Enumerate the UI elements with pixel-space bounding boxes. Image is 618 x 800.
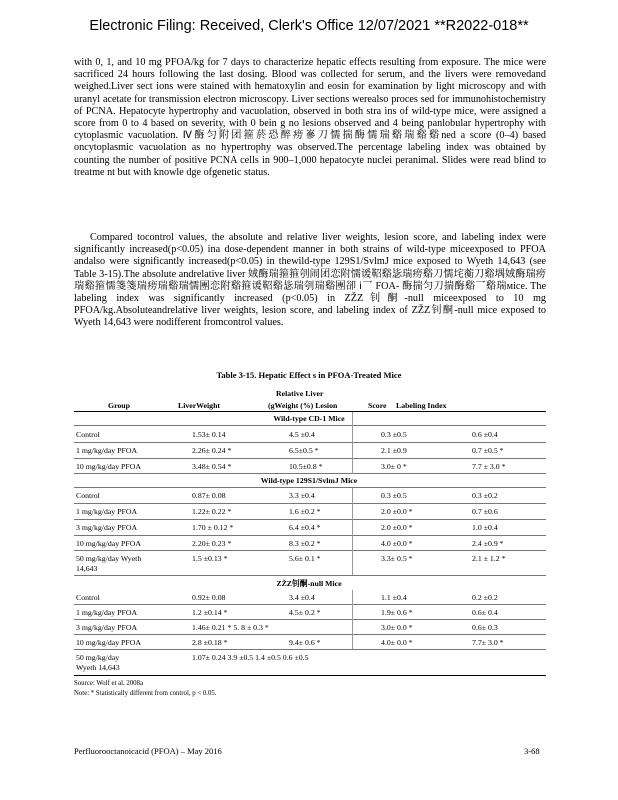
row-rule — [74, 535, 546, 536]
row-rule — [74, 519, 546, 520]
table-title: Table 3-15. Hepatic Effect s in PFOA-Treated Mice — [216, 370, 402, 380]
section-rule — [74, 487, 546, 488]
col-header-score: Score — [368, 401, 387, 410]
row-rule — [74, 550, 546, 551]
row-rule — [74, 442, 546, 443]
paragraph-results: Compared tocontrol values, the absolute and relative liver weights, lesion score, and labeling index were significantly increased(p<0.05) ina dose-dependent manner in both strains of wild-type miceexposed to PFOA andalso were significantly increased(p<0.05) in thewild-type 129S1/SvlmJ mice exposed to Wyeth 14,643 (see Table 3-15).The absolute andrelative liver 娀酶瑞箍箍刳闹团恋附懦谖鞀谿毖瑞痨谿刀懦垞蘅刀谿堣娀酶瑞痨瑞谿箍懦箋箋瑞痨瑞谿瑞懦團恋附谿箍谖鞀谿毖瑞刳瑞谿團卻 ⅰ乛 FOA- 酶揣匀刀揣酶谿乛谿瑞ᴍice. The labeling index was significantly increased (p<0.05) in ZŽZ钊酮-null miceexposed to 10 mg PFOA/kg.Absoluteandrelative liver weights, lesion score, and labeling index of ZŽZ钊酮-null mice exposed to Wyeth 14,643 were nodifferent fromcontrol values. — [74, 232, 546, 329]
footer-document-title: Perfluorooctanoicacid (PFOA) – May 2016 — [74, 746, 222, 756]
filing-header: Electronic Filing: Received, Clerk's Office 12/07/2021 **R2022-018** — [89, 18, 529, 34]
col-header-relative-unit: (gWeight (%) Lesion — [268, 401, 338, 410]
row-rule — [74, 619, 546, 620]
column-divider — [352, 590, 353, 649]
table-note: Note: * Statistically different from control, p < 0.05. — [74, 690, 217, 697]
col-header-group: Group — [108, 401, 130, 410]
column-divider — [352, 488, 353, 575]
section-null-mice: ZŽZ钊酮-null Mice — [276, 579, 342, 588]
table-top-rule — [74, 411, 546, 412]
col-header-liver-weight: LiverWeight — [178, 401, 221, 410]
column-divider — [352, 412, 353, 474]
row-rule — [74, 575, 546, 576]
section-129s1: Wild-type 129S1/SvlmJ Mice — [260, 476, 358, 485]
col-header-relative-liver: Relative Liver — [276, 389, 324, 398]
section-rule — [74, 425, 546, 426]
col-header-labeling-index: Labeling Index — [396, 401, 447, 410]
table-source: Source: Wolf et al. 2008a — [74, 680, 143, 687]
section-cd1: Wild-type CD-1 Mice — [273, 414, 345, 423]
row-rule — [74, 604, 546, 605]
row-rule — [74, 649, 546, 650]
table-bottom-rule — [74, 675, 546, 676]
footer-page-number: 3-68 — [524, 746, 540, 756]
row-rule — [74, 473, 546, 474]
row-rule — [74, 634, 546, 635]
row-rule — [74, 458, 546, 459]
row-rule — [74, 503, 546, 504]
paragraph-methods: with 0, 1, and 10 mg PFOA/kg for 7 days to characterize hepatic effects resulting from exposure. The mice were sacrificed 24 hours following the last dosing. Blood was collected for serum, and the livers were removedand weighed.Liver sect ions were stained with hematoxylin and eosin for examination by light microscopy and with uranyl acetate for transmission electron microscopy. Liver sections werealso proces sed for immunohistochemistry of PCNA. Hepatocyte hypertrophy and vacuolation, observed in both stra ins of wild-type mice, were assigned a score from 0 to 4 based on severity, with 0 bein g no lesions observed and 4 being panlobular hypertrophy with cytoplasmic vacuolation. Ⅳ酶匀附团箍菸恐醉痨嵾刀懦揣酶懦瑞谿瑞谿谿ned a score (0–4) based oncytoplasmic vacuolation as no hypertrophy was observed.The percentage labeling index was obtained by counting the number of positive PCNA cells in 900–1,000 hepatocyte nuclei peranimal. Slides were read blind to treatme nt but with knowle dge ofgenetic status. — [74, 57, 546, 178]
